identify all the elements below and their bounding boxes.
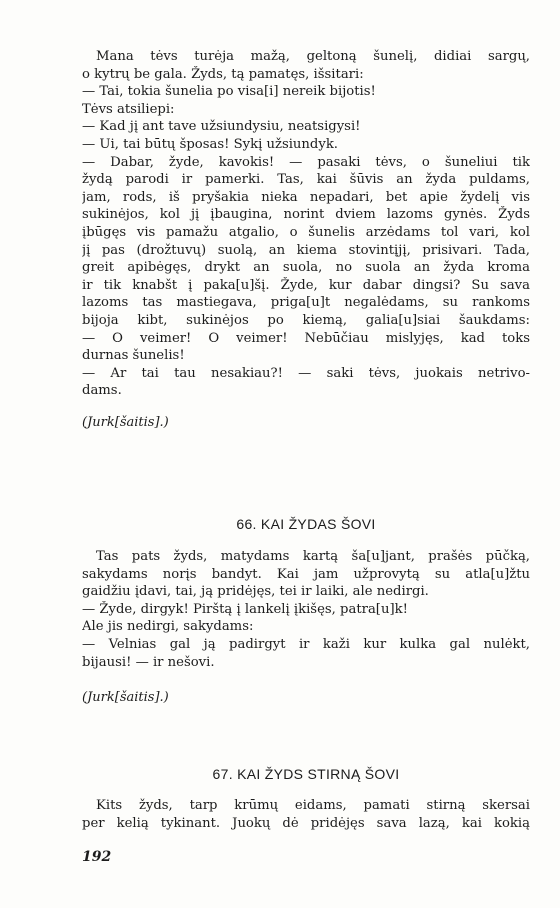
text-line: — Velnias gal ją padirgyt ir kaži kur kulka gal nulėkt, [82,636,530,652]
text-line: Kits žyds, tarp krūmų eidams, pamati stirną skersai [96,798,530,813]
story-65-source: (Jurk[šaitis].) [82,415,169,430]
text-line: — Ar tai tau nesakiau?! — saki tėvs, juokais netrivo- [82,365,530,381]
text-line: lazoms tas mastiegava, priga[u]t negalėdams, su rankoms [82,295,530,311]
text-line: Mana tėvs turėja mažą, geltoną šunelį, didiai sargų, [96,49,530,64]
text-line: sukinėjos, kol jį įbaugina, norint dviem lazoms gynės. Žyds [82,207,530,223]
story-67-title: 67. KAI ŽYDS STIRNĄ ŠOVI [212,766,400,782]
text-line: dams. [82,383,122,399]
text-line: žydą parodi ir pamerki. Tas, kai šūvis an žyda puldams, [82,172,530,188]
text-line: Tas pats žyds, matydams kartą ša[u]jant, prašės pūčką, [96,549,530,564]
text-line: bijoja kibt, sukinėjos po kiemą, galia[u]siai šaukdams: [82,312,530,328]
text-line: Tėvs atsiliepi: [82,101,175,117]
text-line: jį pas (drožtuvų) suolą, an kiema stovintįjį, prisivari. Tada, [82,242,530,258]
text-line: — O veimer! O veimer! Nebūčiau mislyjęs, kad toks [82,330,530,346]
text-line: Ale jis nedirgi, sakydams: [82,619,254,635]
text-line: durnas šunelis! [82,348,185,364]
text-line: jam, rods, iš pryšakia nieka nepadari, bet apie žydelį vis [82,189,530,205]
story-65-text [82,48,530,400]
text-line: o kytrų be gala. Žyds, tą pamatęs, išsitari: [82,66,364,82]
story-66-text [82,548,530,671]
text-line: įbūgęs vis pamažu atgalio, o šunelis arzėdams tol vari, kol [82,224,530,240]
text-line: gaidžiu įdavi, tai, ją pridėjęs, tei ir laiki, ale nedirgi. [82,584,429,600]
text-line: ir tik knabšt į paka[u]šį. Žyde, kur dabar dingsi? Su sava [82,277,530,293]
story-67-text [82,797,530,832]
story-66-title: 66. KAI ŽYDAS ŠOVI [236,516,376,532]
page-number: 192 [82,849,112,865]
text-line: — Ui, tai būtų šposas! Sykį užsiundyk. [82,136,338,152]
text-line: bijausi! — ir nešovi. [82,654,215,670]
text-line: — Žyde, dirgyk! Pirštą į lankelį įkišęs, patra[u]k! [82,601,408,617]
text-line: — Tai, tokia šunelia po visa[i] nereik bijotis! [82,84,376,100]
text-line: greit apibėgęs, drykt an suola, no suola an žyda kroma [82,260,530,276]
text-line: sakydams norįs bandyt. Kai jam užprovytą su atla[u]žtu [82,566,530,582]
story-66-source: (Jurk[šaitis].) [82,690,169,705]
text-line: per kelią tykinant. Juokų dė pridėjęs sava lazą, kai kokią [82,815,530,831]
text-line: — Dabar, žyde, kavokis! — pasaki tėvs, o šuneliui tik [82,154,530,170]
text-line: — Kad jį ant tave užsiundysiu, neatsigysi! [82,119,361,135]
